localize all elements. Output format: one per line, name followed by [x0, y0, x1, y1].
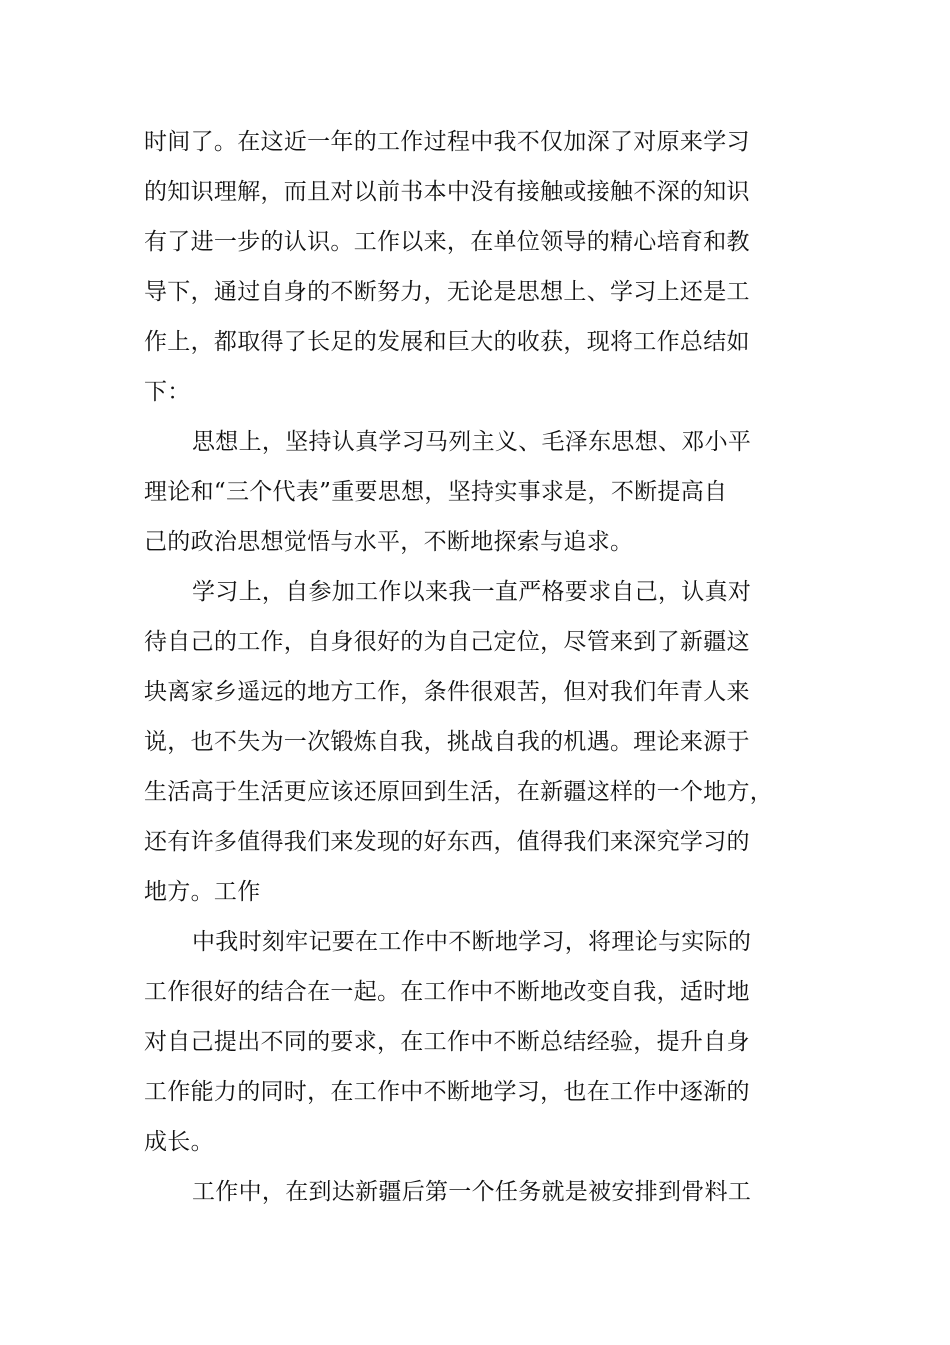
text-line: 说，也不失为一次锻炼自我，挑战自我的机遇。理论来源于	[144, 729, 750, 755]
text-line: 还有许多值得我们来发现的好东西，值得我们来深究学习的	[144, 829, 750, 855]
text-line: 作上，都取得了长足的发展和巨大的收获，现将工作总结如	[144, 329, 750, 355]
text-line: 有了进一步的认识。工作以来，在单位领导的精心培育和教	[144, 229, 750, 255]
text-line: 时间了。在这近一年的工作过程中我不仅加深了对原来学习	[144, 129, 750, 155]
text-line: 导下，通过自身的不断努力，无论是思想上、学习上还是工	[144, 279, 750, 305]
text-line: 下：	[144, 379, 191, 405]
text-line: 己的政治思想觉悟与水平，不断地探索与追求。	[144, 529, 634, 555]
text-line: 地方。工作	[144, 879, 261, 905]
paragraph-first-line: 工作中，在到达新疆后第一个任务就是被安排到骨料工	[192, 1179, 752, 1205]
document-body	[144, 117, 774, 1217]
paragraph-first-line: 思想上，坚持认真学习马列主义、毛泽东思想、邓小平	[192, 429, 752, 455]
text-line: 对自己提出不同的要求，在工作中不断总结经验，提升自身	[144, 1029, 750, 1055]
text-line: 待自己的工作，自身很好的为自己定位，尽管来到了新疆这	[144, 629, 750, 655]
paragraph-first-line: 中我时刻牢记要在工作中不断地学习，将理论与实际的	[192, 929, 752, 955]
text-line: 块离家乡遥远的地方工作，条件很艰苦，但对我们年青人来	[144, 679, 750, 705]
text-line: 理论和“三个代表”重要思想，坚持实事求是，不断提高自	[144, 479, 728, 505]
text-line: 工作很好的结合在一起。在工作中不断地改变自我，适时地	[144, 979, 750, 1005]
paragraph-first-line: 学习上，自参加工作以来我一直严格要求自己，认真对	[192, 579, 752, 605]
text-line: 的知识理解，而且对以前书本中没有接触或接触不深的知识	[144, 179, 750, 205]
text-line: 成长。	[144, 1129, 214, 1155]
text-line: 工作能力的同时，在工作中不断地学习，也在工作中逐渐的	[144, 1079, 750, 1105]
text-line: 生活高于生活更应该还原回到生活，在新疆这样的一个地方，	[144, 779, 774, 805]
